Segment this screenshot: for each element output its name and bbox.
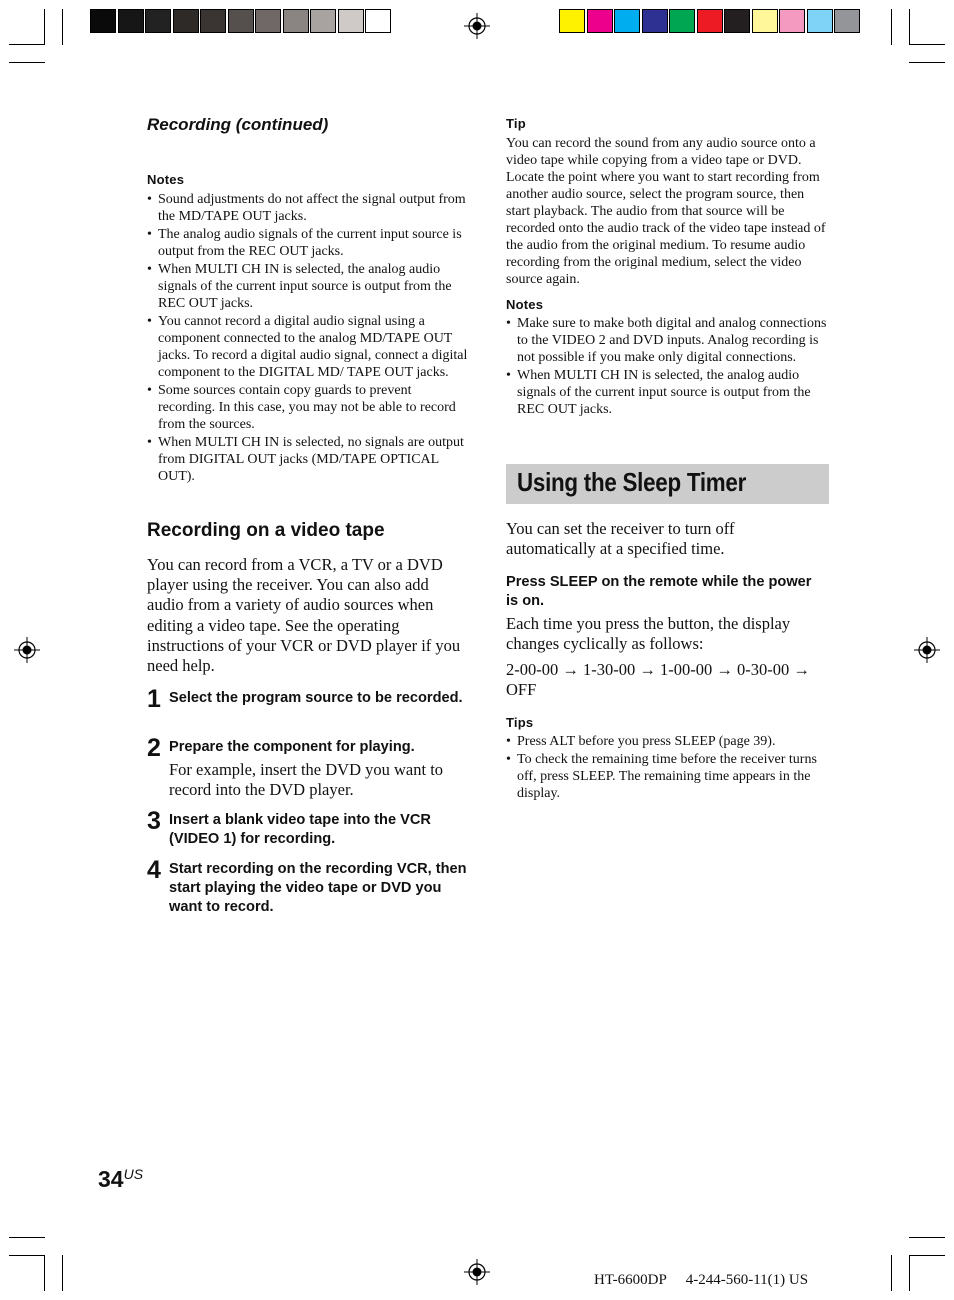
bullet-icon: • (506, 752, 511, 767)
list-item-text: When MULTI CH IN is selected, the analog audio signals of the current input source is output from the REC OUT jacks. (517, 368, 811, 417)
step-detail: For example, insert the DVD you want to record into the DVD player. (169, 760, 444, 799)
step-number: 4 (147, 856, 161, 884)
intro-paragraph: You can set the receiver to turn off automatically at a specified time. (506, 519, 735, 559)
running-title: Recording (continued) (147, 115, 329, 134)
sequence-value: 0-30-00 (737, 660, 790, 679)
step-2 (147, 734, 467, 800)
bullet-icon: • (147, 262, 152, 277)
bullet-icon: • (506, 316, 511, 331)
color-swatch (118, 9, 144, 33)
step-text: Prepare the component for playing. (169, 739, 415, 755)
page-number (98, 1166, 143, 1193)
color-swatch (642, 9, 668, 33)
intro-paragraph: You can record from a VCR, a TV or a DVD player using the receiver. You can also add audio from a variety of audio sources when editing a video tape. See the operating instructions of your VCR or DVD player if you need help. (147, 555, 461, 676)
section-title-bar (506, 464, 829, 504)
list-item (147, 261, 469, 312)
sequence-value: OFF (506, 680, 537, 700)
bullet-icon: • (147, 192, 152, 207)
bullet-icon: • (147, 435, 152, 450)
arrow-right-icon: → (635, 660, 660, 679)
tip-text: You can record the sound from any audio source onto a video tape while copying from a video tape or DVD. Locate the point where you want to start recording from another audio source, select the program source, then start playback. The audio from that source will be recorded onto the audio track of the video tape instead of the audio from the original medium. To resume audio recording from the original medium, select the video source again. (506, 136, 826, 287)
arrow-right-icon: → (712, 660, 737, 679)
tips-list (506, 733, 831, 803)
sequence-value: 1-00-00 (660, 660, 713, 679)
color-swatch (779, 9, 805, 33)
color-swatch (697, 9, 723, 33)
color-swatch (338, 9, 364, 33)
step-number: 2 (147, 734, 161, 762)
color-swatch (173, 9, 199, 33)
list-item (147, 191, 469, 225)
list-item-text: To check the remaining time before the receiver turns off, press SLEEP. The remaining time appears in the display. (517, 752, 817, 801)
step-1 (147, 685, 467, 713)
list-item-text: When MULTI CH IN is selected, the analog audio signals of the current input source is output from the REC OUT jacks. (158, 262, 452, 311)
list-item-text: Sound adjustments do not affect the signal output from the MD/TAPE OUT jacks. (158, 192, 466, 224)
list-item-text: The analog audio signals of the current input source is output from the REC OUT jacks. (158, 227, 462, 259)
list-item (506, 733, 831, 750)
registration-mark-icon (464, 1259, 490, 1285)
page-number-value: 34 (98, 1166, 124, 1192)
bullet-icon: • (147, 314, 152, 329)
tips-label: Tips (506, 715, 534, 730)
step-number: 3 (147, 807, 161, 835)
list-item-text: Press ALT before you press SLEEP (page 39). (517, 734, 776, 749)
color-swatch (283, 9, 309, 33)
color-swatch (752, 9, 778, 33)
list-item-text: Some sources contain copy guards to prevent recording. In this case, you may not be able to record from the sources. (158, 383, 456, 432)
color-swatch (807, 9, 833, 33)
model-number: HT-6600DP (594, 1272, 667, 1288)
list-item-text: When MULTI CH IN is selected, no signals are output from DIGITAL OUT jacks (MD/TAPE OPTICAL OUT). (158, 435, 464, 484)
step-text: Start recording on the recording VCR, then start playing the video tape or DVD you want to record. (169, 861, 467, 915)
sequence-value: 2-00-00 (506, 660, 559, 679)
instruction: Press SLEEP on the remote while the power is on. (506, 574, 812, 609)
registration-mark-icon (914, 637, 940, 663)
step-4 (147, 856, 467, 917)
color-swatch (90, 9, 116, 33)
sequence-value: 1-30-00 (583, 660, 636, 679)
list-item (506, 315, 831, 366)
notes-label: Notes (147, 172, 185, 187)
color-swatch (145, 9, 171, 33)
registration-mark-icon (464, 13, 490, 39)
timer-sequence (506, 660, 826, 700)
color-swatch (559, 9, 585, 33)
bullet-icon: • (506, 734, 511, 749)
list-item (147, 434, 469, 485)
document-code: 4-244-560-11(1) US (685, 1272, 809, 1288)
list-item (147, 313, 469, 381)
color-swatch (587, 9, 613, 33)
notes-list (506, 315, 831, 419)
color-swatch (669, 9, 695, 33)
registration-mark-icon (14, 637, 40, 663)
step-text: Insert a blank video tape into the VCR (VIDEO 1) for recording. (169, 812, 431, 847)
notes-label: Notes (506, 297, 544, 312)
color-swatch (200, 9, 226, 33)
color-swatch (255, 9, 281, 33)
tip-label: Tip (506, 116, 526, 131)
color-swatch (310, 9, 336, 33)
step-3 (147, 807, 467, 849)
step-number: 1 (147, 685, 161, 713)
bullet-icon: • (147, 227, 152, 242)
list-item (506, 367, 831, 418)
page-suffix: US (123, 1166, 144, 1182)
section-heading: Recording on a video tape (147, 520, 385, 541)
bullet-icon: • (506, 368, 511, 383)
arrow-right-icon: → (558, 660, 583, 679)
notes-list (147, 191, 469, 486)
arrow-right-icon: → (789, 660, 810, 679)
color-swatch (614, 9, 640, 33)
list-item-text: You cannot record a digital audio signal using a component connected to the analog MD/TAPE OUT jacks. To record a digital audio signal, connect a digital component to the DIGITAL MD/ TAPE OUT jacks. (158, 314, 468, 380)
color-swatch (834, 9, 860, 33)
bullet-icon: • (147, 383, 152, 398)
list-item (506, 751, 831, 802)
list-item (147, 226, 469, 260)
color-swatch (724, 9, 750, 33)
instruction-detail: Each time you press the button, the display changes cyclically as follows: (506, 614, 791, 654)
section-title: Using the Sleep Timer (517, 467, 747, 497)
color-swatch (365, 9, 391, 33)
footer-model-code (594, 1272, 808, 1289)
list-item-text: Make sure to make both digital and analog connections to the VIDEO 2 and DVD inputs. Analog recording is not possible if you make only digital connections. (517, 316, 827, 365)
list-item (147, 382, 469, 433)
step-text: Select the program source to be recorded. (169, 690, 463, 706)
color-swatch (228, 9, 254, 33)
